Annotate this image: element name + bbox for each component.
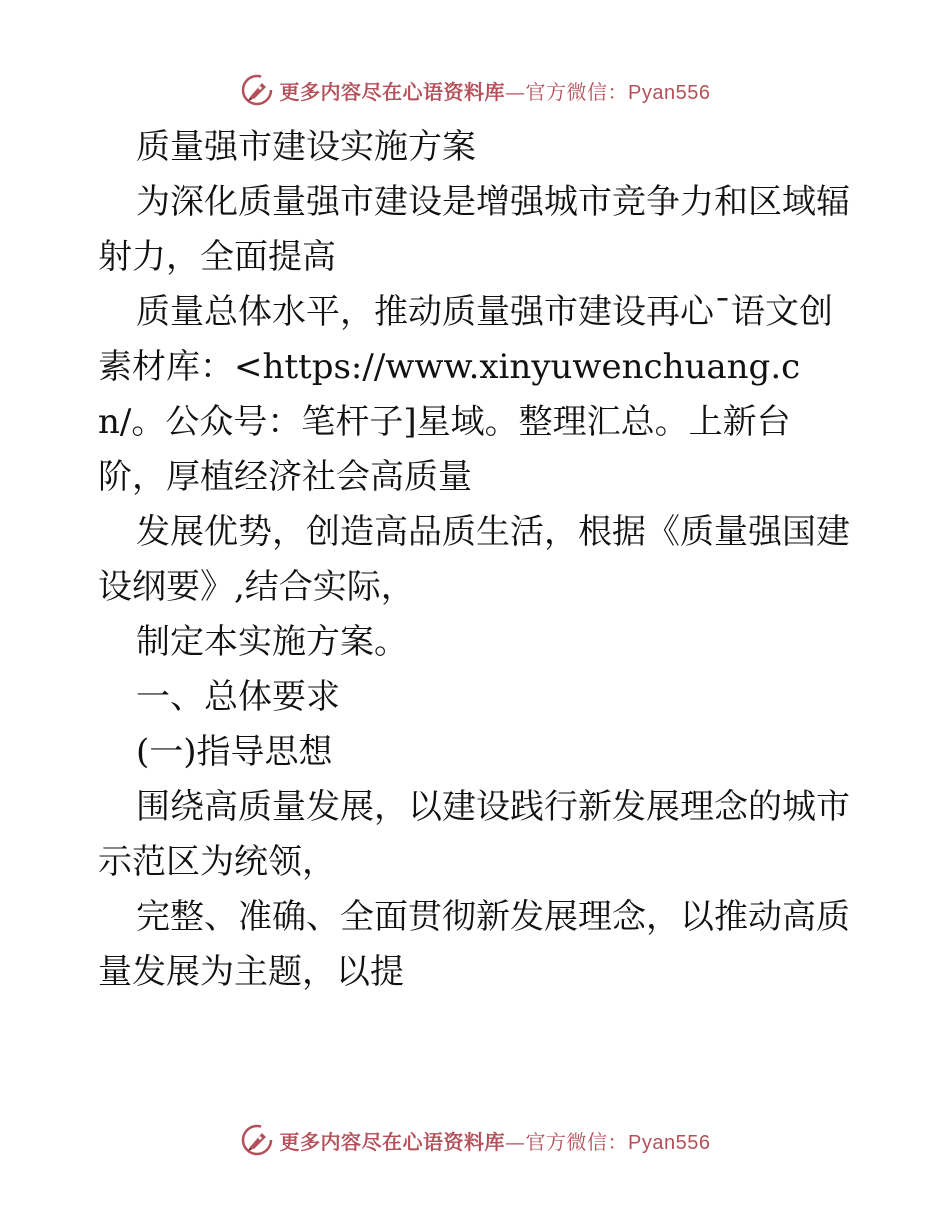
pen-nib-logo-icon: [240, 73, 274, 107]
subsection-heading: (一)指导思想: [136, 732, 333, 772]
watermark-separator: —: [505, 79, 526, 104]
paragraph: 质量总体水平，推动质量强市建设再心¯语文创素材库：<https://www.xinyuwenchuang.cn/。公众号：笔杆子]星域。整理汇总。上新台阶，厚植经济社会高质量: [98, 292, 833, 497]
section-heading: 一、总体要求: [136, 677, 340, 717]
watermark-text: [280, 76, 711, 105]
watermark-banner-bottom: [0, 1120, 950, 1160]
watermark-wechat-label: 官方微信：: [525, 1129, 629, 1154]
watermark-site-name: 更多内容尽在心语资料库: [279, 1129, 506, 1154]
watermark-banner-top: [0, 70, 950, 110]
watermark-wechat-id: Pyan556: [628, 1131, 711, 1154]
watermark-wechat-id: Pyan556: [628, 81, 711, 104]
watermark-separator: —: [505, 1129, 526, 1154]
document-body: [98, 120, 856, 1000]
paragraph: 完整、准确、全面贯彻新发展理念，以推动高质量发展为主题，以提: [98, 897, 850, 992]
pen-nib-logo-icon: [240, 1123, 274, 1157]
watermark-text: [280, 1126, 711, 1155]
paragraph: 制定本实施方案。: [136, 622, 408, 662]
paragraph: 围绕高质量发展，以建设践行新发展理念的城市示范区为统领，: [98, 787, 850, 882]
watermark-site-name: 更多内容尽在心语资料库: [279, 79, 506, 104]
watermark-wechat-label: 官方微信：: [525, 79, 629, 104]
paragraph: 为深化质量强市建设是增强城市竞争力和区域辐射力，全面提高: [98, 182, 850, 277]
document-title: 质量强市建设实施方案: [136, 127, 476, 167]
paragraph: 发展优势，创造高品质生活，根据《质量强国建设纲要》,结合实际，: [98, 512, 850, 607]
